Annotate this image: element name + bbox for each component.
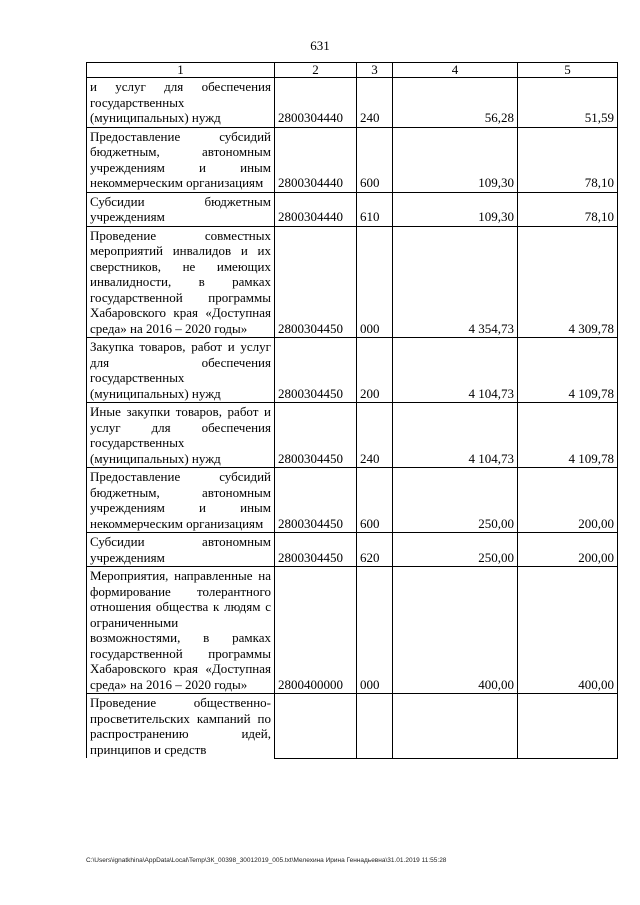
row-code: 2800304450 [275,403,357,468]
row-expense-type: 000 [357,226,393,338]
row-value-4: 250,00 [393,533,518,567]
row-expense-type: 000 [357,567,393,694]
row-value-5: 400,00 [518,567,618,694]
row-name: Закупка товаров, работ и услуг для обеспечения государственных (муниципальных) нужд [87,338,275,403]
row-value-5: 78,10 [518,127,618,192]
row-value-4: 400,00 [393,567,518,694]
row-code: 2800304440 [275,127,357,192]
row-code: 2800304450 [275,338,357,403]
row-value-5: 200,00 [518,533,618,567]
row-code: 2800304440 [275,78,357,128]
row-expense-type: 610 [357,192,393,226]
row-value-4: 4 104,73 [393,338,518,403]
table-row [87,338,618,403]
row-code [275,694,357,759]
row-name: Проведение общественно-просветительских кампаний по распространению идей, принципов и средств [87,694,275,759]
page-number: 631 [310,38,330,53]
row-expense-type: 240 [357,78,393,128]
table-header-row [87,63,618,78]
table-row [87,226,618,338]
row-value-5: 200,00 [518,468,618,533]
file-path-footer: C:\Users\ignatkhina\AppData\Local\Temp\ЗК_00398_30012019_005.txt\Мелехина Ирина Геннадьевна\31.01.2019 11:55:28 [86,857,447,864]
row-value-5: 4 109,78 [518,403,618,468]
col-header-2: 2 [275,63,357,78]
row-name: Субсидии бюджетным учреждениям [87,192,275,226]
row-expense-type: 240 [357,403,393,468]
col-header-1: 1 [87,63,275,78]
col-header-3: 3 [357,63,393,78]
row-value-4: 56,28 [393,78,518,128]
col-header-4: 4 [393,63,518,78]
row-name: и услуг для обеспечения государственных (муниципальных) нужд [87,78,275,128]
table-row [87,694,618,759]
row-value-4 [393,694,518,759]
row-code: 2800304440 [275,192,357,226]
row-expense-type [357,694,393,759]
row-value-5 [518,694,618,759]
row-name: Мероприятия, направленные на формирование толерантного отношения общества к людям с ограниченными возможностями, в рамках государственной программы Хабаровского края «Доступная среда» на 2016 – 2020 годы» [87,567,275,694]
row-value-4: 250,00 [393,468,518,533]
table-row [87,192,618,226]
table-row [87,468,618,533]
row-value-5: 4 109,78 [518,338,618,403]
table-row [87,127,618,192]
row-value-5: 4 309,78 [518,226,618,338]
row-expense-type: 200 [357,338,393,403]
row-expense-type: 600 [357,127,393,192]
row-code: 2800304450 [275,533,357,567]
col-header-5: 5 [518,63,618,78]
table-row [87,533,618,567]
row-name: Субсидии автономным учреждениям [87,533,275,567]
row-name: Предоставление субсидий бюджетным, автономным учреждениям и иным некоммерческим организациям [87,127,275,192]
row-expense-type: 620 [357,533,393,567]
row-code: 2800304450 [275,468,357,533]
table-row [87,403,618,468]
row-code: 2800400000 [275,567,357,694]
row-name: Предоставление субсидий бюджетным, автономным учреждениям и иным некоммерческим организациям [87,468,275,533]
row-name: Проведение совместных мероприятий инвалидов и их сверстников, не имеющих инвалидности, в рамках государственной программы Хабаровского края «Доступная среда» на 2016 – 2020 годы» [87,226,275,338]
row-value-5: 51,59 [518,78,618,128]
table-row [87,567,618,694]
budget-table [86,62,618,759]
row-code: 2800304450 [275,226,357,338]
row-value-4: 4 354,73 [393,226,518,338]
row-value-4: 4 104,73 [393,403,518,468]
row-name: Иные закупки товаров, работ и услуг для обеспечения государственных (муниципальных) нужд [87,403,275,468]
row-value-4: 109,30 [393,192,518,226]
row-expense-type: 600 [357,468,393,533]
row-value-5: 78,10 [518,192,618,226]
table-row [87,78,618,128]
row-value-4: 109,30 [393,127,518,192]
